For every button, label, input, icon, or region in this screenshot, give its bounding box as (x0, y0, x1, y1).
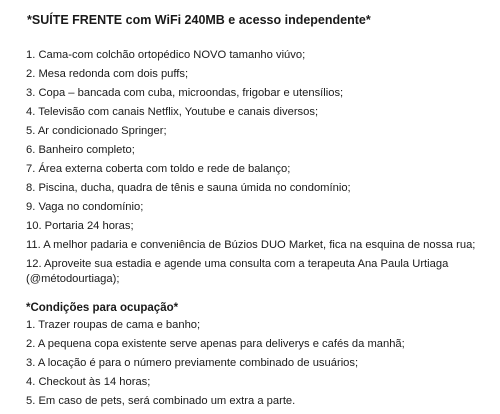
list-item: 4. Checkout às 14 horas; (26, 376, 151, 388)
list-item: 7. Área externa coberta com toldo e rede de balanço; (26, 163, 291, 175)
list-item: 12. Aproveite sua estadia e agende uma consulta com a terapeuta Ana Paula Urtiaga (@métodourtiaga); (26, 258, 449, 285)
list-item: 11. A melhor padaria e conveniência de Búzios DUO Market, fica na esquina de nossa rua; (26, 239, 476, 251)
list-item: 3. Copa – bancada com cuba, microondas, frigobar e utensílios; (26, 87, 344, 99)
list-item: 5. Em caso de pets, será combinado um extra a parte. (26, 395, 296, 407)
list-item: 8. Piscina, ducha, quadra de tênis e sauna úmida no condomínio; (26, 182, 351, 194)
conditions-list (26, 318, 405, 413)
list-item: 1. Trazer roupas de cama e banho; (26, 319, 201, 331)
amenities-list (26, 48, 488, 291)
conditions-heading: *Condições para ocupação* (26, 302, 179, 314)
document-title: *SUÍTE FRENTE com WiFi 240MB e acesso independente* (27, 13, 371, 27)
list-item: 10. Portaria 24 horas; (26, 220, 134, 232)
list-item: 2. Mesa redonda com dois puffs; (26, 68, 189, 80)
list-item: 4. Televisão com canais Netflix, Youtube e canais diversos; (26, 106, 319, 118)
list-item: 3. A locação é para o número previamente combinado de usuários; (26, 357, 359, 369)
list-item: 9. Vaga no condomínio; (26, 201, 144, 213)
list-item: 2. A pequena copa existente serve apenas para deliverys e cafés da manhã; (26, 338, 405, 350)
list-item: 6. Banheiro completo; (26, 144, 135, 156)
list-item: 5. Ar condicionado Springer; (26, 125, 167, 137)
list-item: 1. Cama-com colchão ortopédico NOVO tamanho viúvo; (26, 49, 306, 61)
